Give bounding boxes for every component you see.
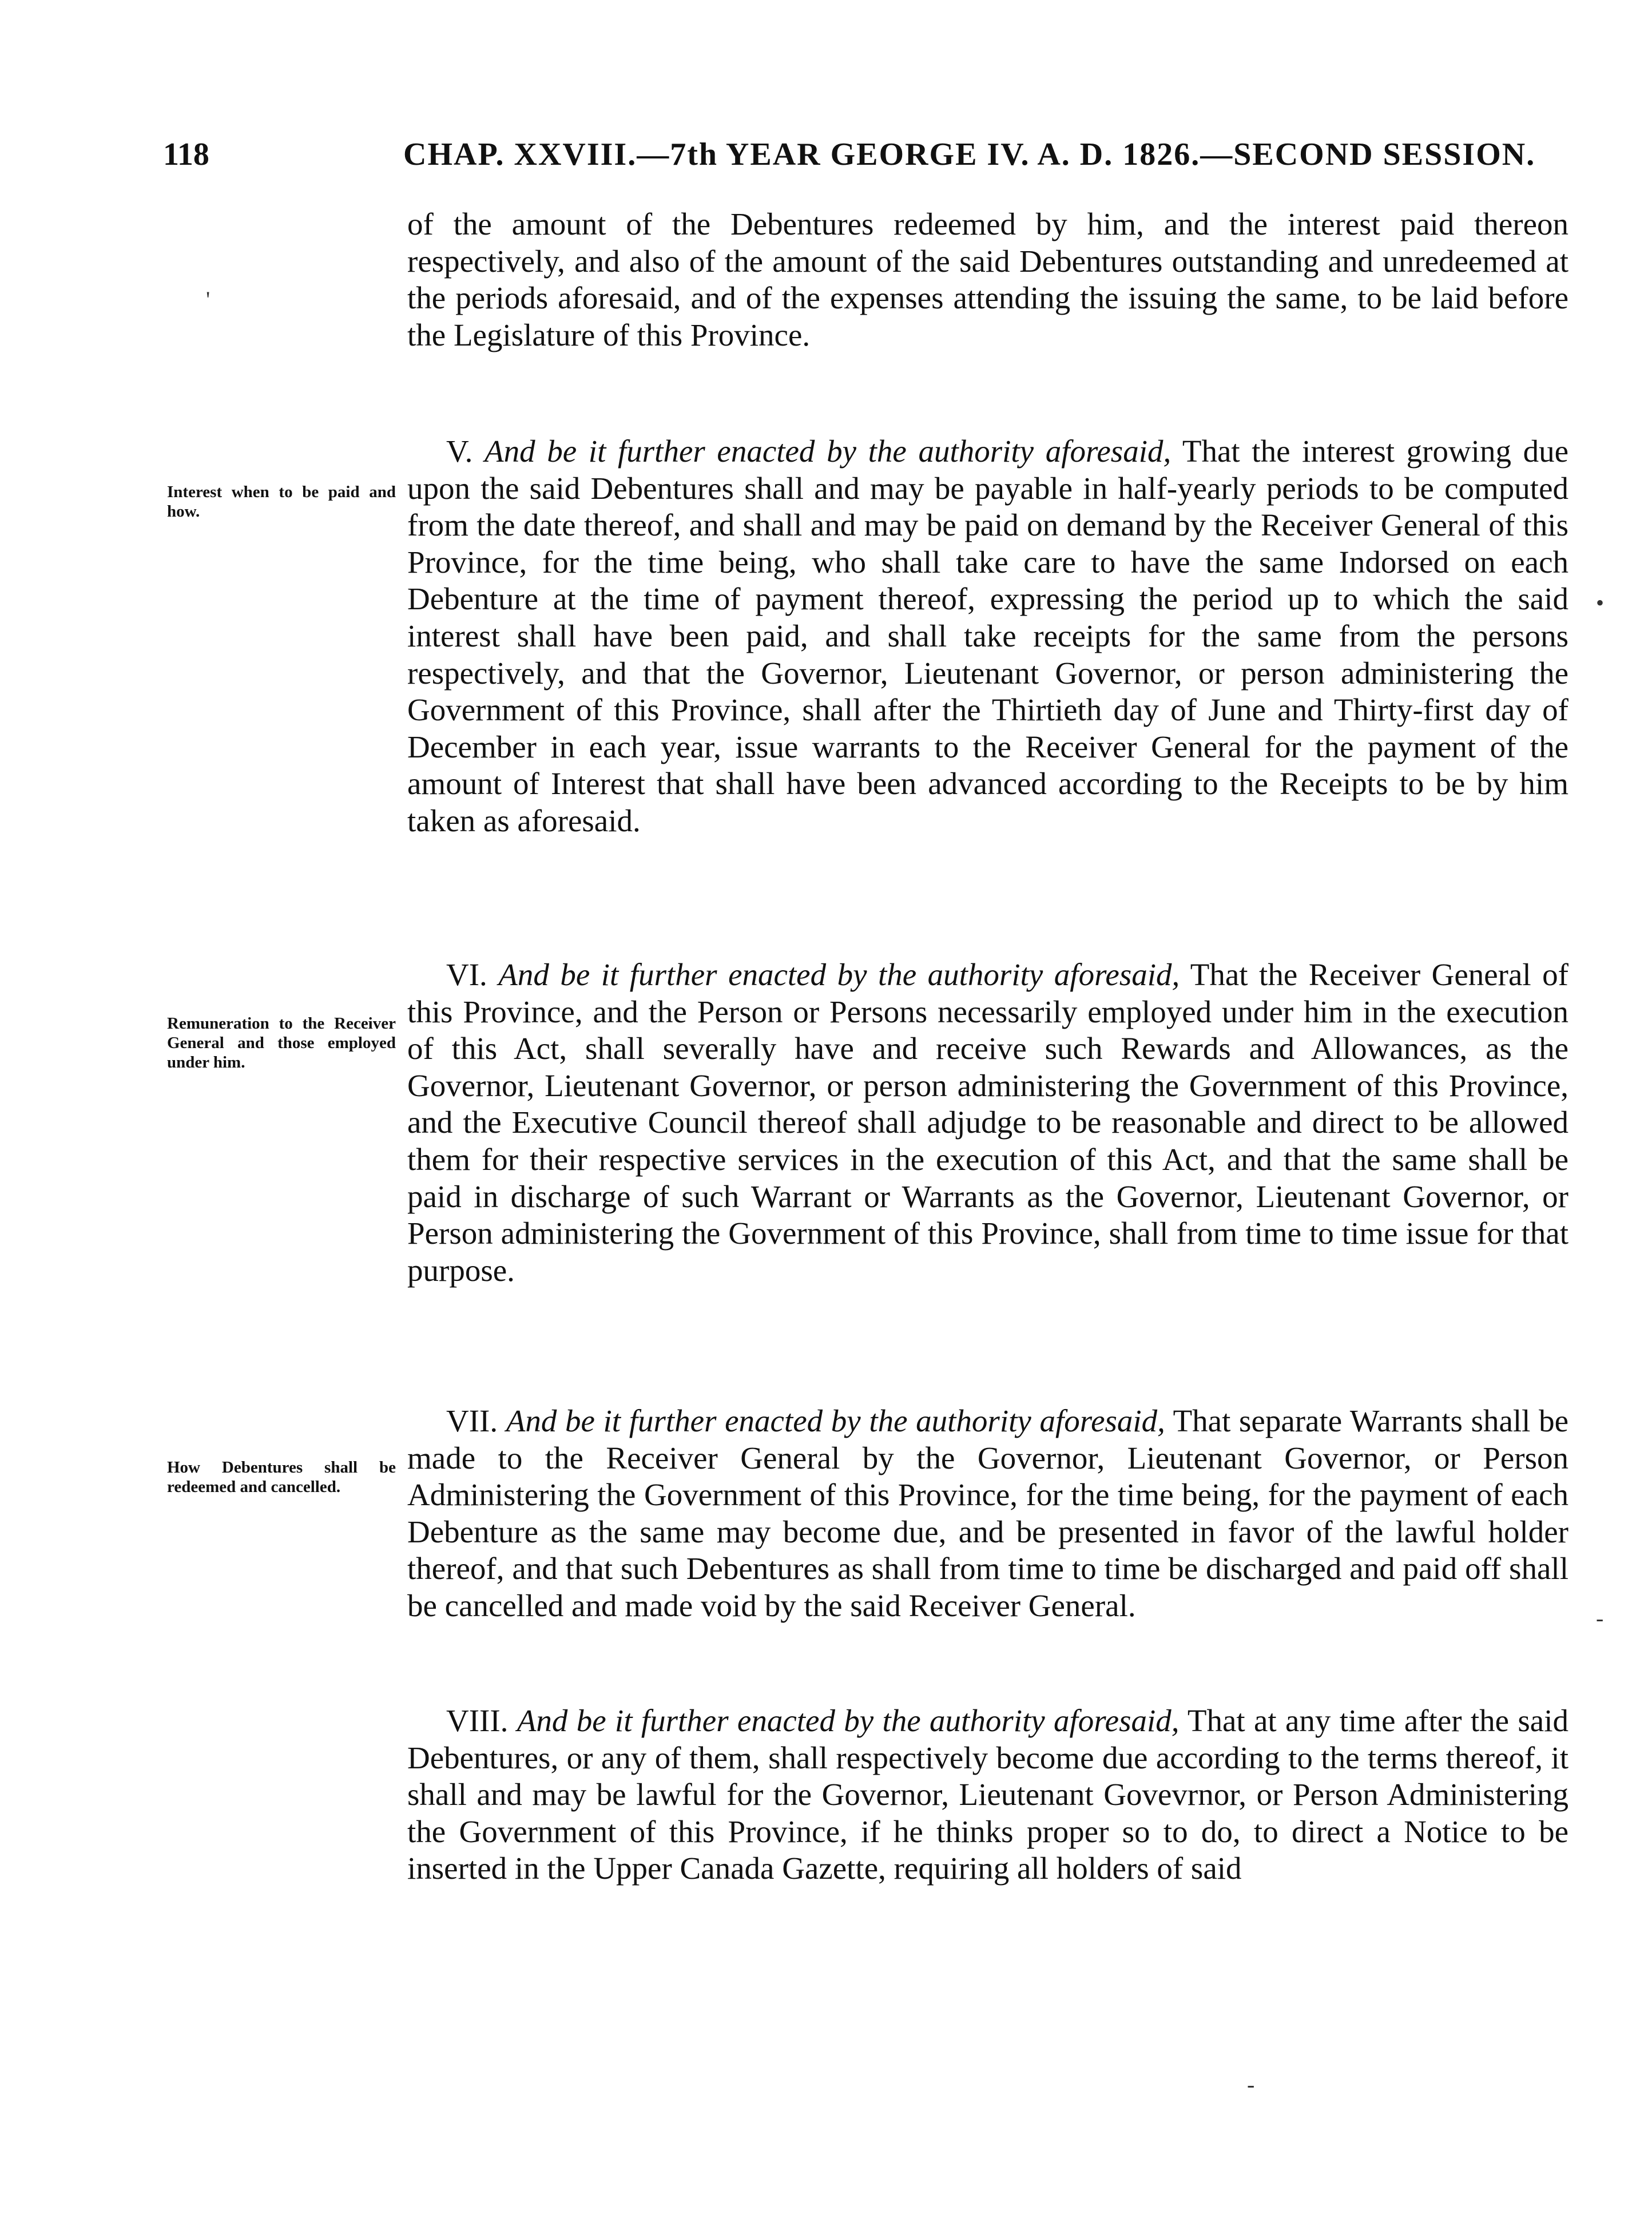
- stray-mark: -: [1247, 2072, 1255, 2097]
- section-number: VI.: [446, 957, 487, 992]
- section-viii-text: [407, 1703, 1568, 1887]
- section-number: VIII.: [446, 1703, 509, 1738]
- margin-note-redemption: How Debentures shall be redeemed and cancelled.: [167, 1458, 396, 1496]
- section-vii-text: [407, 1403, 1568, 1625]
- enacting-clause: And be it further enacted by the authority aforesaid,: [517, 1703, 1180, 1738]
- stray-mark: ': [206, 287, 211, 312]
- stray-mark: •: [1596, 590, 1605, 616]
- section-number: VII.: [446, 1403, 498, 1438]
- page-number: 118: [163, 137, 209, 172]
- stray-mark: -: [1596, 1605, 1604, 1631]
- margin-note-interest: Interest when to be paid and how.: [167, 483, 396, 521]
- section-v-text: [407, 433, 1568, 840]
- running-head: CHAP. XXVIII.—7th YEAR GEORGE IV. A. D. 1826.—SECOND SESSION.: [403, 137, 1536, 172]
- page-header: [163, 136, 1576, 182]
- section-v: [407, 433, 1568, 840]
- section-vi-text: [407, 957, 1568, 1289]
- section-vii: [407, 1403, 1568, 1625]
- paragraph-text: of the amount of the Debentures redeemed by him, and the interest paid thereon respectively, and also of the amount of the said Debentures outstanding and unredeemed at the periods aforesaid, and of the expenses attending the issuing the same, to be laid before the Legislature of this Province.: [407, 207, 1568, 352]
- enacting-clause: And be it further enacted by the authority aforesaid,: [498, 957, 1180, 992]
- section-body: That the interest growing due upon the said Debentures shall and may be payable in half-yearly periods to be computed from the date thereof, and shall and may be paid on demand by the Receiver General of this Province, for the time being, who shall take care to have the same Indorsed on each Debenture at the time of payment thereof, expressing the period up to which the said interest shall have been paid, and shall take receipts for the same from the persons respectively, and that the Governor, Lieutenant Governor, or person administering the Government of this Province, shall after the Thirtieth day of June and Thirty-first day of December in each year, issue warrants to the Receiver General for the payment of the amount of Interest that shall have been advanced according to the Receipts to be by him taken as aforesaid.: [407, 434, 1569, 838]
- section-body: That the Receiver General of this Province, and the Person or Persons necessarily employed under him in the execution of this Act, shall severally have and receive such Rewards and Allowances, as the Governor, Lieutenant Governor, or person administering the Government of this Province, and the Executive Council thereof shall adjudge to be reasonable and direct to be allowed them for their respective services in the execution of this Act, and that the same shall be paid in discharge of such Warrant or Warrants as the Governor, Lieutenant Governor, or Person administering the Government of this Province, shall from time to time issue for that purpose.: [407, 957, 1568, 1288]
- section-vi: [407, 957, 1568, 1289]
- section-viii: [407, 1703, 1568, 1887]
- enacting-clause: And be it further enacted by the authority aforesaid,: [485, 434, 1172, 469]
- section-body: That separate Warrants shall be made to the Receiver General by the Governor, Lieutenant Governor, or Person Administering the Government of this Province, for the time being, for the payment of each Debenture as the same may become due, and be presented in favor of the lawful holder thereof, and that such Debentures as shall from time to time be discharged and paid off shall be cancelled and made void by the said Receiver General.: [407, 1403, 1568, 1623]
- section-number: V.: [446, 434, 473, 469]
- section-body: That at any time after the said Debentures, or any of them, shall respectively become due according to the terms thereof, it shall and may be lawful for the Governor, Lieutenant Govevrnor, or Person Administering the Government of this Province, if he thinks proper so to do, to direct a Notice to be inserted in the Upper Canada Gazette, requiring all holders of said: [407, 1703, 1569, 1886]
- enacting-clause: And be it further enacted by the authority aforesaid,: [506, 1403, 1165, 1438]
- margin-note-remuneration: Remuneration to the Receiver General and those employed under him.: [167, 1014, 396, 1072]
- paragraph-continuation: [407, 206, 1568, 354]
